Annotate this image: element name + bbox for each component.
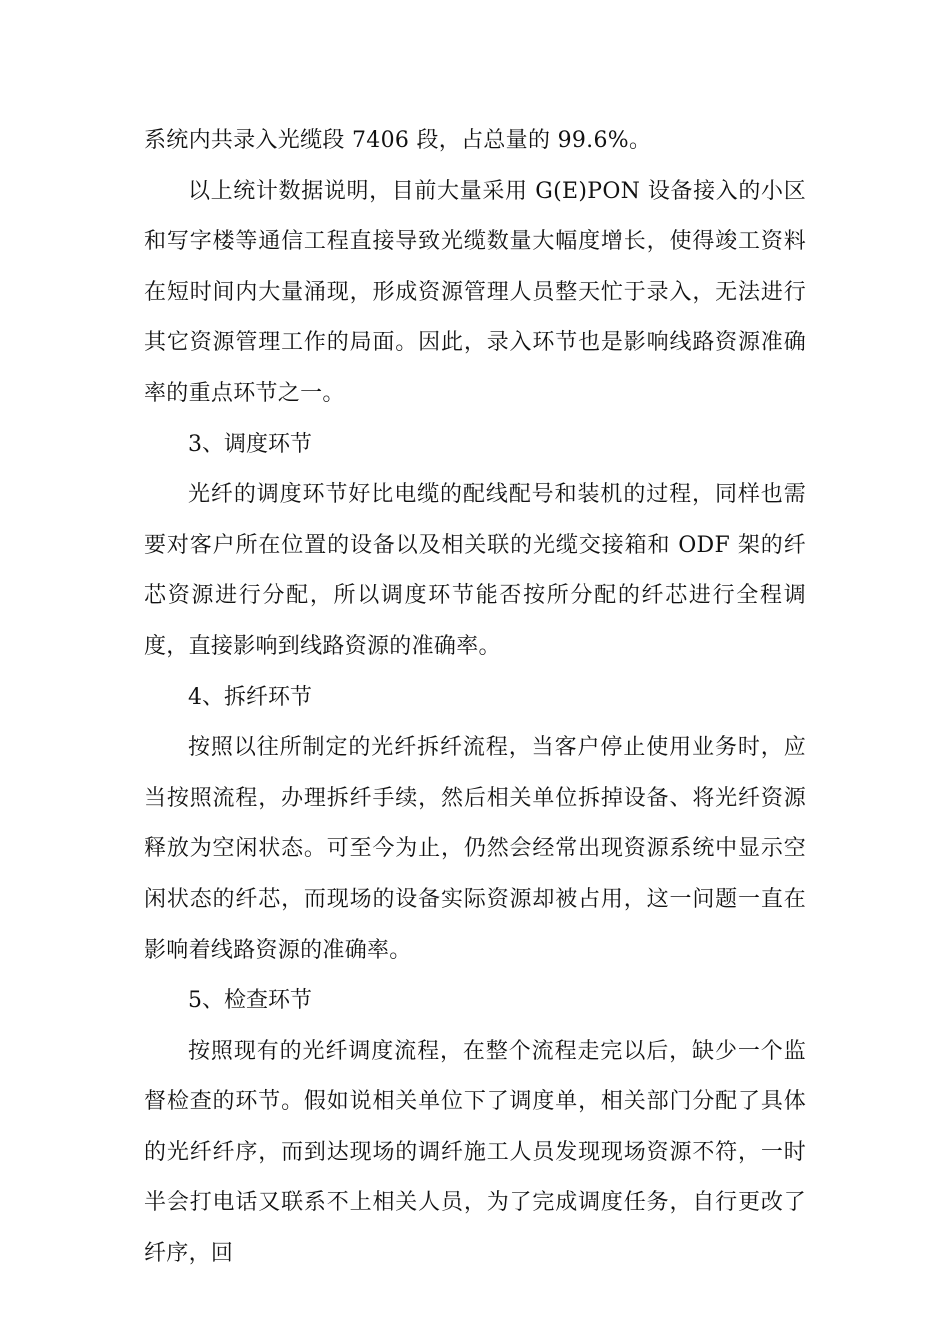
section-heading-fiber-removal: 4、拆纤环节 xyxy=(188,684,312,710)
paragraph-dispatch: 光纤的调度环节好比电缆的配线配号和装机的过程，同样也需要对客户所在位置的设备以及相关联的光缆交接箱和 ODF 架的纤芯资源进行分配，所以调度环节能否按所分配的纤芯进行全程调度，直接影响到线路资源的准确率。 xyxy=(144,482,806,659)
paragraph-inspection: 按照现有的光纤调度流程，在整个流程走完以后，缺少一个监督检查的环节。假如说相关单位下了调度单，相关部门分配了具体的光纤纤序，而到达现场的调纤施工人员发现现场资源不符，一时半会打电话又联系不上相关人员，为了完成调度任务，自行更改了纤序，回 xyxy=(144,1038,806,1267)
section-heading-dispatch: 3、调度环节 xyxy=(188,431,312,457)
paragraph-statistics-summary: 以上统计数据说明，目前大量采用 G(E)PON 设备接入的小区和写字楼等通信工程直接导致光缆数量大幅度增长，使得竣工资料在短时间内大量涌现，形成资源管理人员整天忙于录入，无法进行其它资源管理工作的局面。因此，录入环节也是影响线路资源准确率的重点环节之一。 xyxy=(144,178,806,406)
paragraph-continuation: 系统内共录入光缆段 7406 段，占总量的 99.6%。 xyxy=(144,128,652,153)
document-body xyxy=(144,116,806,1280)
section-heading-inspection: 5、检查环节 xyxy=(188,988,312,1014)
paragraph-fiber-removal: 按照以往所制定的光纤拆纤流程，当客户停止使用业务时，应当按照流程，办理拆纤手续，然后相关单位拆掉设备、将光纤资源释放为空闲状态。可至今为止，仍然会经常出现资源系统中显示空闲状态的纤芯，而现场的设备实际资源却被占用，这一问题一直在影响着线路资源的准确率。 xyxy=(144,735,806,963)
